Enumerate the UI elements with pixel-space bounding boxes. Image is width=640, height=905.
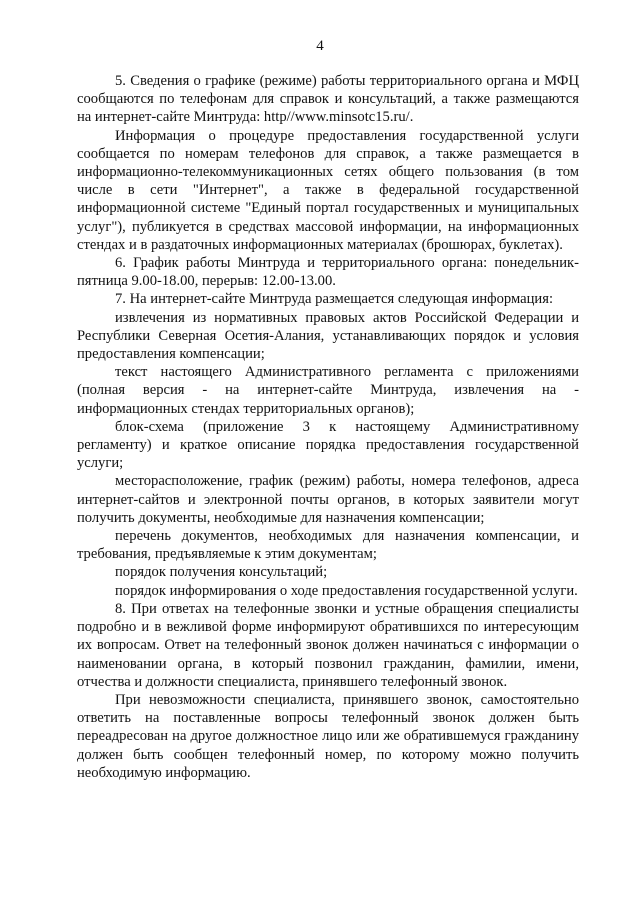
paragraph-5-schedule-info: 5. Сведения о графике (режиме) работы территориального органа и МФЦ сообщаются по телефонам для справок и консультаций, а также размещаются на интернет-сайте Минтруда: http//www.minsotc15.ru/. <box>77 73 579 126</box>
page-number: 4 <box>316 38 324 54</box>
document-body <box>77 72 579 782</box>
list-item-legal-extracts: извлечения из нормативных правовых актов Российской Федерации и Республики Северная Осетия-Алания, устанавливающих порядок и условия предоставления компенсации; <box>77 309 579 363</box>
paragraph-procedure-info: Информация о процедуре предоставления государственной услуги сообщается по номерам телефонов для справок, а также размещается в информационно-телекоммуникационных сетях общего пользования (в том числе в сети "Интернет", а также в федеральной государственной информационной системе "Единый портал государственных и муниципальных услуг"), публикуется в средствах массовой информации, на информационных стендах и в раздаточных информационных материалах (брошюрах, буклетах). <box>77 127 579 253</box>
list-item-regulation-text: текст настоящего Административного регламента с приложениями (полная версия - на интернет-сайте Минтруда, извлечения на - информационных стендах территориальных органов); <box>77 364 579 417</box>
paragraph-8-phone-answers: 8. При ответах на телефонные звонки и устные обращения специалисты подробно и в вежливой форме информируют обратившихся по интересующим их вопросам. Ответ на телефонный звонок должен начинаться с информации о наименовании органа, в который позвонил гражданин, фамилии, имени, отчества и должности специалиста, принявшего телефонный звонок. <box>77 600 579 690</box>
list-item-documents-list: перечень документов, необходимых для назначения компенсации, и требования, предъявляемые к этим документам; <box>77 528 579 563</box>
paragraph-6-working-hours: 6. График работы Минтруда и территориального органа: понедельник-пятница 9.00-18.00, перерыв: 12.00-13.00. <box>77 255 579 290</box>
paragraph-call-redirect: При невозможности специалиста, принявшего звонок, самостоятельно ответить на поставленные вопросы телефонный звонок должен быть переадресован на другое должностное лицо или же обратившемуся гражданину должен быть сообщен телефонный номер, по которому можно получить необходимую информацию. <box>77 691 579 781</box>
list-item-consultation-order: порядок получения консультаций; <box>115 564 328 581</box>
list-item-flowchart: блок-схема (приложение 3 к настоящему Административному регламенту) и краткое описание порядка предоставления государственной услуги; <box>77 418 579 472</box>
list-item-location-contacts: месторасположение, график (режим) работы, номера телефонов, адреса интернет-сайтов и электронной почты органов, в которых заявители могут получить документы, необходимые для назначения компенсации; <box>77 473 579 526</box>
list-item-progress-info: порядок информирования о ходе предоставления государственной услуги. <box>115 582 578 599</box>
paragraph-7-website-info: 7. На интернет-сайте Минтруда размещается следующая информация: <box>115 291 554 308</box>
